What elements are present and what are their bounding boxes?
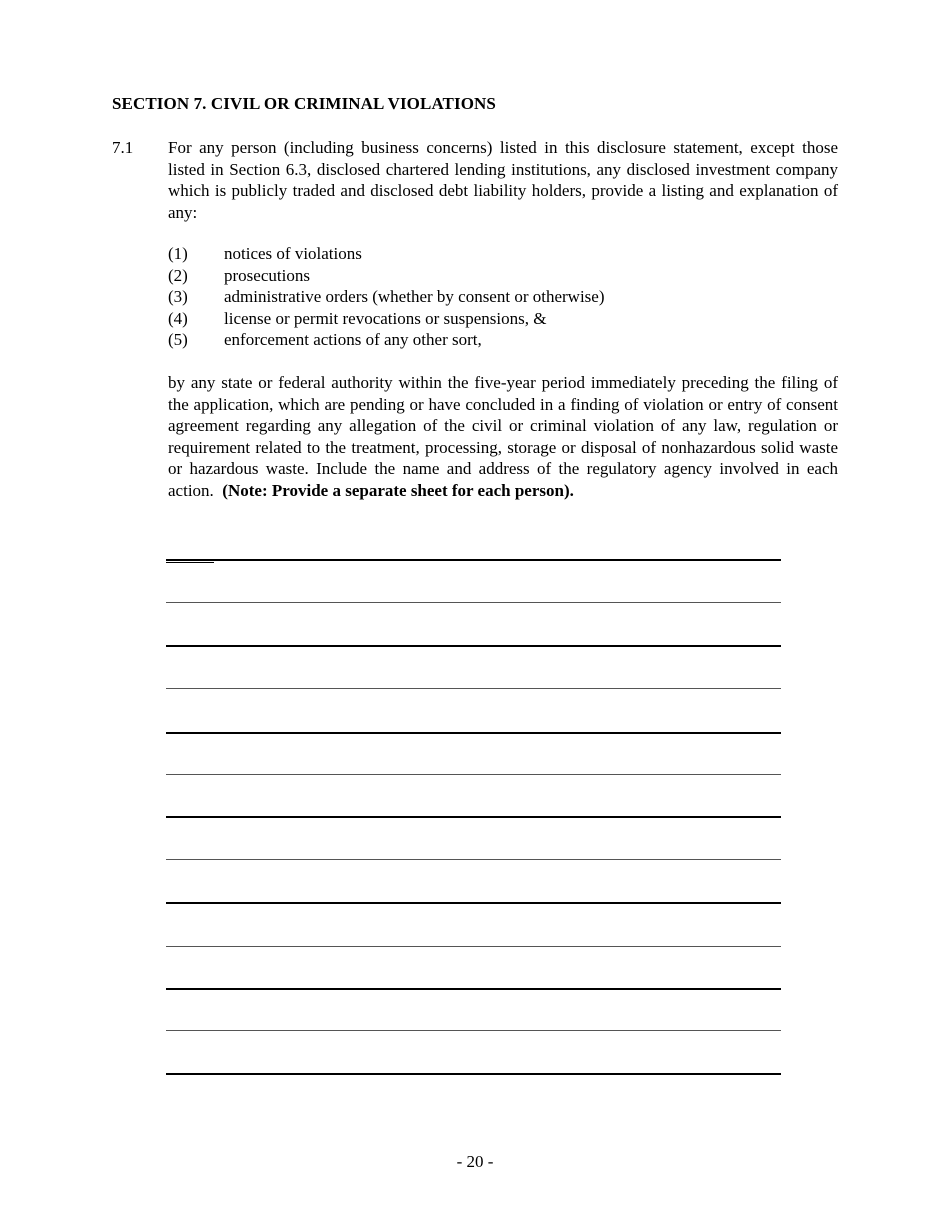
paragraph-body bbox=[168, 372, 838, 501]
violation-types-list bbox=[168, 243, 838, 351]
list-item-text: enforcement actions of any other sort, bbox=[224, 330, 482, 349]
answer-line[interactable] bbox=[166, 1073, 781, 1075]
list-item-text: prosecutions bbox=[224, 265, 310, 285]
page-number: - 20 - bbox=[456, 1152, 494, 1171]
list-item bbox=[168, 308, 838, 330]
list-item-number: (3) bbox=[168, 287, 188, 306]
list-item-number: (1) bbox=[168, 244, 188, 263]
list-item bbox=[168, 286, 838, 308]
answer-line[interactable] bbox=[166, 988, 781, 990]
answer-line[interactable] bbox=[166, 602, 781, 603]
answer-lines-area[interactable] bbox=[166, 559, 781, 1079]
paragraph-body-text: by any state or federal authority within the five-year period immediately preceding the filing of the application, which are pending or have concluded in a finding of violation or entry of consent agreement regarding any allegation of the civil or criminal violation of any law, regulation or requirement related to the treatment, processing, storage or disposal of nonhazardous solid waste or hazardous waste. Include the name and address of the regulatory agency involved in each action. bbox=[168, 373, 838, 500]
answer-line[interactable] bbox=[166, 816, 781, 818]
list-item bbox=[168, 243, 838, 265]
list-item-number: (5) bbox=[168, 330, 188, 349]
list-item-text: notices of violations bbox=[224, 244, 362, 263]
separate-sheet-note: (Note: Provide a separate sheet for each person). bbox=[222, 480, 574, 500]
answer-line[interactable] bbox=[166, 774, 781, 775]
paragraph-number: 7.1 bbox=[112, 138, 134, 157]
paragraph-intro: For any person (including business concerns) listed in this disclosure statement, except those listed in Section 6.3, disclosed chartered lending institutions, any disclosed investment company which is publicly traded and disclosed debt liability holders, provide a listing and explanation of any: bbox=[168, 138, 838, 222]
answer-line[interactable] bbox=[166, 1030, 781, 1031]
list-item bbox=[168, 329, 838, 351]
list-item-text: administrative orders (whether by consent or otherwise) bbox=[224, 287, 605, 306]
list-item-text: license or permit revocations or suspensions, & bbox=[224, 308, 547, 328]
answer-line[interactable] bbox=[166, 732, 781, 734]
answer-line[interactable] bbox=[166, 946, 781, 947]
answer-line[interactable] bbox=[166, 645, 781, 647]
answer-line[interactable] bbox=[166, 902, 781, 904]
answer-line[interactable] bbox=[166, 559, 781, 561]
answer-line[interactable] bbox=[166, 688, 781, 689]
list-item-number: (2) bbox=[168, 265, 188, 285]
list-item bbox=[168, 265, 838, 287]
section-heading: SECTION 7. CIVIL OR CRIMINAL VIOLATIONS bbox=[112, 94, 496, 113]
line-stub bbox=[166, 562, 214, 563]
list-item-number: (4) bbox=[168, 308, 188, 328]
answer-line[interactable] bbox=[166, 859, 781, 860]
